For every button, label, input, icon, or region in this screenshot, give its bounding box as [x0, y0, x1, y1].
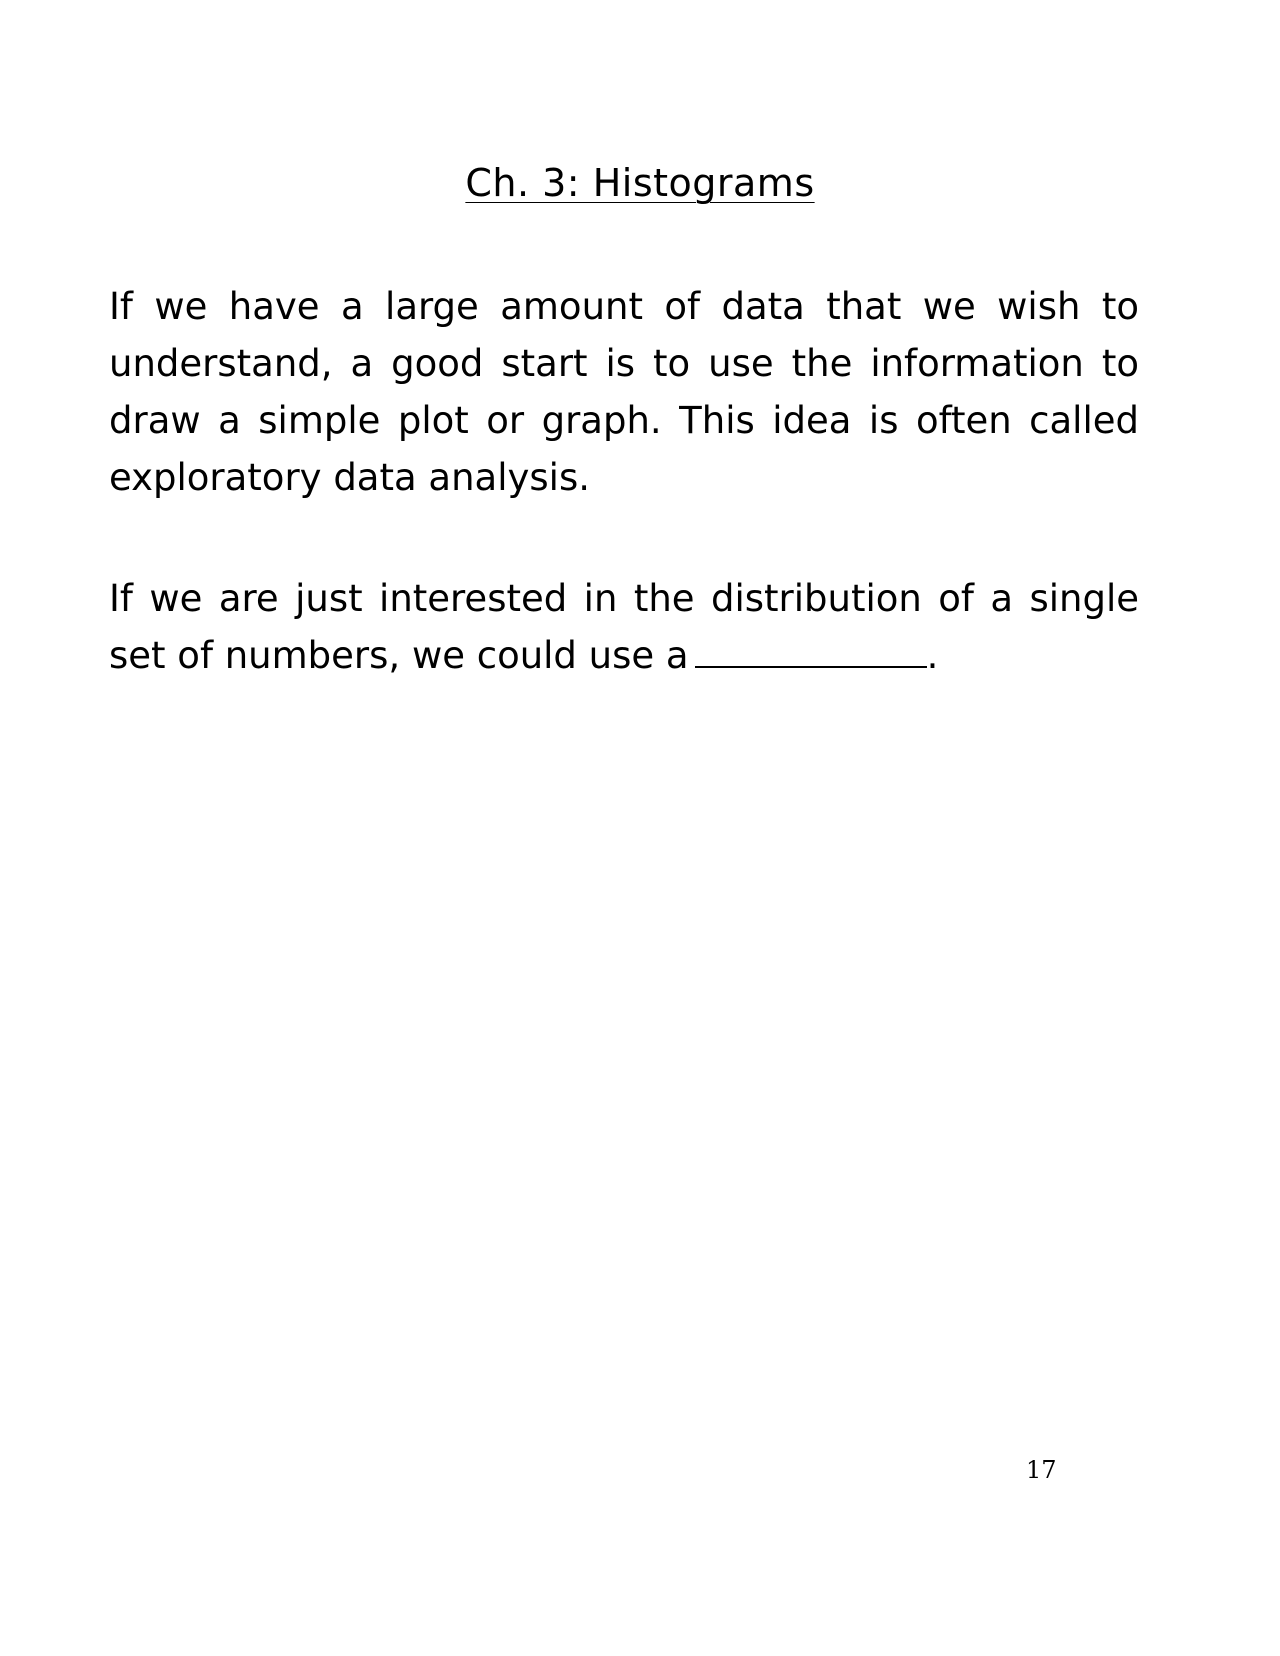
fill-in-blank: [695, 665, 927, 668]
chapter-title: Ch. 3: Histograms: [465, 161, 815, 205]
paragraph-period: .: [926, 634, 939, 677]
page-title: [0, 160, 1280, 206]
paragraph-intro: If we have a large amount of data that we wish to understand, a good start is to use the information to draw a simple plot or graph. This idea is often called exploratory data analysis.: [109, 285, 1139, 499]
paragraph-question: [109, 570, 1139, 684]
page-number: 17: [1026, 1456, 1057, 1484]
paragraph-question-text: If we are just interested in the distribution of a single set of numbers, we could use a: [109, 577, 1139, 677]
